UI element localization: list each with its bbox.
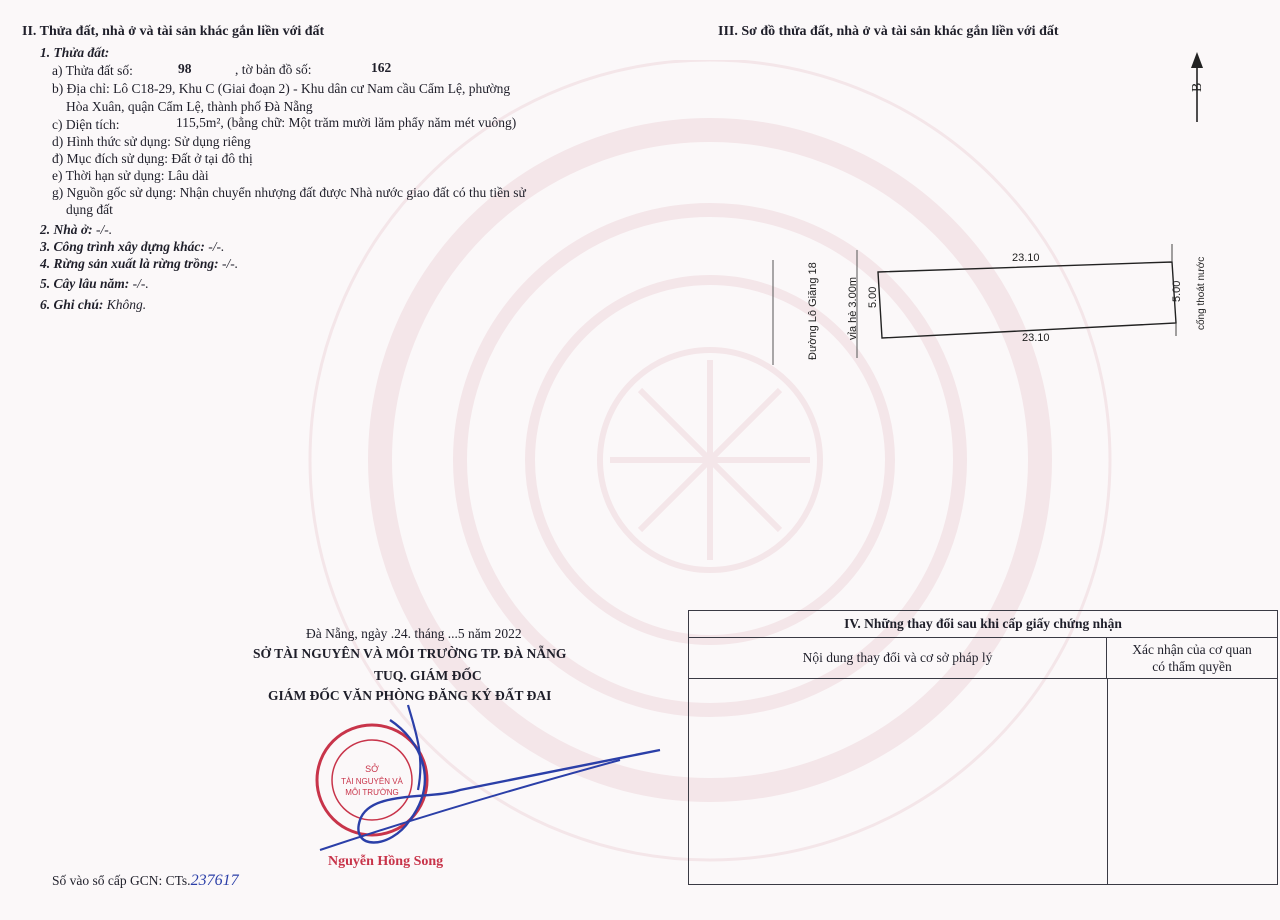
note-row: [40, 297, 146, 313]
changes-col-content: Nội dung thay đổi và cơ sở pháp lý: [689, 637, 1107, 679]
signature-scribble: [290, 700, 670, 880]
changes-table: [688, 610, 1278, 885]
works-row: [40, 239, 224, 255]
sidewalk-label: vỉa hè 3.00m: [847, 277, 859, 340]
map-label: , tờ bản đồ số:: [235, 62, 312, 77]
forest-value: -/-.: [218, 256, 239, 271]
office-title: GIÁM ĐỐC VĂN PHÒNG ĐĂNG KÝ ĐẤT ĐAI: [268, 688, 552, 703]
road-label: Đường Lô Giăng 18: [807, 262, 819, 360]
parcel-number: 98: [178, 61, 192, 76]
confirm-line2: có thẩm quyền: [1152, 659, 1232, 674]
svg-text:SỞ: SỞ: [365, 764, 379, 774]
section3-title: III. Sơ đồ thửa đất, nhà ở và tài sản khác gắn liền với đất: [718, 24, 1059, 39]
use-term: e) Thời hạn sử dụng: Lâu dài: [52, 168, 209, 183]
register-label: Số vào sổ cấp GCN: CTs.: [52, 873, 191, 888]
note-value: Không.: [103, 297, 147, 312]
works-label: 3. Công trình xây dựng khác:: [40, 239, 205, 254]
house-value: -/-.: [92, 222, 113, 237]
note-label: 6. Ghi chú:: [40, 297, 104, 312]
parcel-label: a) Thửa đất số:: [52, 63, 133, 78]
use-purpose: đ) Mục đích sử dụng: Đất ở tại đô thị: [52, 151, 253, 166]
area-label: c) Diện tích:: [52, 117, 120, 132]
land-heading: 1. Thửa đất:: [40, 45, 110, 60]
right-width: 5.00: [1171, 280, 1183, 302]
map-number: 162: [371, 60, 392, 75]
confirm-line1: Xác nhận của cơ quan: [1132, 642, 1252, 657]
register-number: 237617: [190, 872, 239, 889]
trees-label: 5. Cây lâu năm:: [40, 276, 130, 291]
origin-line1: g) Nguồn gốc sử dụng: Nhận chuyển nhượng đất được Nhà nước giao đất có thu tiền sử: [52, 185, 526, 200]
register-row: [52, 872, 239, 890]
bottom-length: 23.10: [1022, 332, 1050, 344]
house-label: 2. Nhà ở:: [40, 222, 93, 237]
pp-title: TUQ. GIÁM ĐỐC: [374, 668, 482, 683]
department-name: SỞ TÀI NGUYÊN VÀ MÔI TRƯỜNG TP. ĐÀ NẴNG: [253, 646, 567, 661]
section4-title: IV. Những thay đổi sau khi cấp giấy chứng nhận: [689, 611, 1277, 638]
svg-text:MÔI TRƯỜNG: MÔI TRƯỜNG: [345, 788, 399, 797]
origin-line2: dụng đất: [66, 202, 113, 217]
address-line1: b) Địa chỉ: Lô C18-29, Khu C (Giai đoạn 2) - Khu dân cư Nam cầu Cẩm Lệ, phường: [52, 81, 511, 96]
trees-value: -/-.: [129, 276, 149, 291]
works-value: -/-.: [204, 239, 225, 254]
svg-text:TÀI NGUYÊN VÀ: TÀI NGUYÊN VÀ: [341, 777, 403, 786]
parcel-plan: [760, 40, 1260, 400]
north-label: B: [1190, 82, 1205, 92]
use-form: d) Hình thức sử dụng: Sử dụng riêng: [52, 134, 251, 149]
section2-title: II. Thửa đất, nhà ở và tài sản khác gắn liền với đất: [22, 24, 325, 39]
house-row: [40, 222, 112, 238]
changes-divider: [1107, 679, 1108, 884]
left-width: 5.00: [867, 286, 879, 308]
drain-label: cống thoát nước: [1196, 256, 1207, 330]
forest-label: 4. Rừng sản xuất là rừng trồng:: [40, 256, 219, 271]
top-length: 23.10: [1012, 252, 1040, 264]
area-value: 115,5m², (bằng chữ: Một trăm mười lăm phẩy năm mét vuông): [176, 115, 517, 130]
address-line2: Hòa Xuân, quận Cẩm Lệ, thành phố Đà Nẵng: [66, 99, 313, 114]
place-date: Đà Nẵng, ngày .24. tháng ...5 năm 2022: [306, 626, 522, 641]
trees-row: [40, 276, 149, 292]
parcel-outline: [878, 262, 1176, 338]
signer-name: Nguyễn Hồng Song: [328, 854, 444, 869]
changes-col-confirm: [1107, 637, 1277, 679]
forest-row: [40, 256, 238, 272]
